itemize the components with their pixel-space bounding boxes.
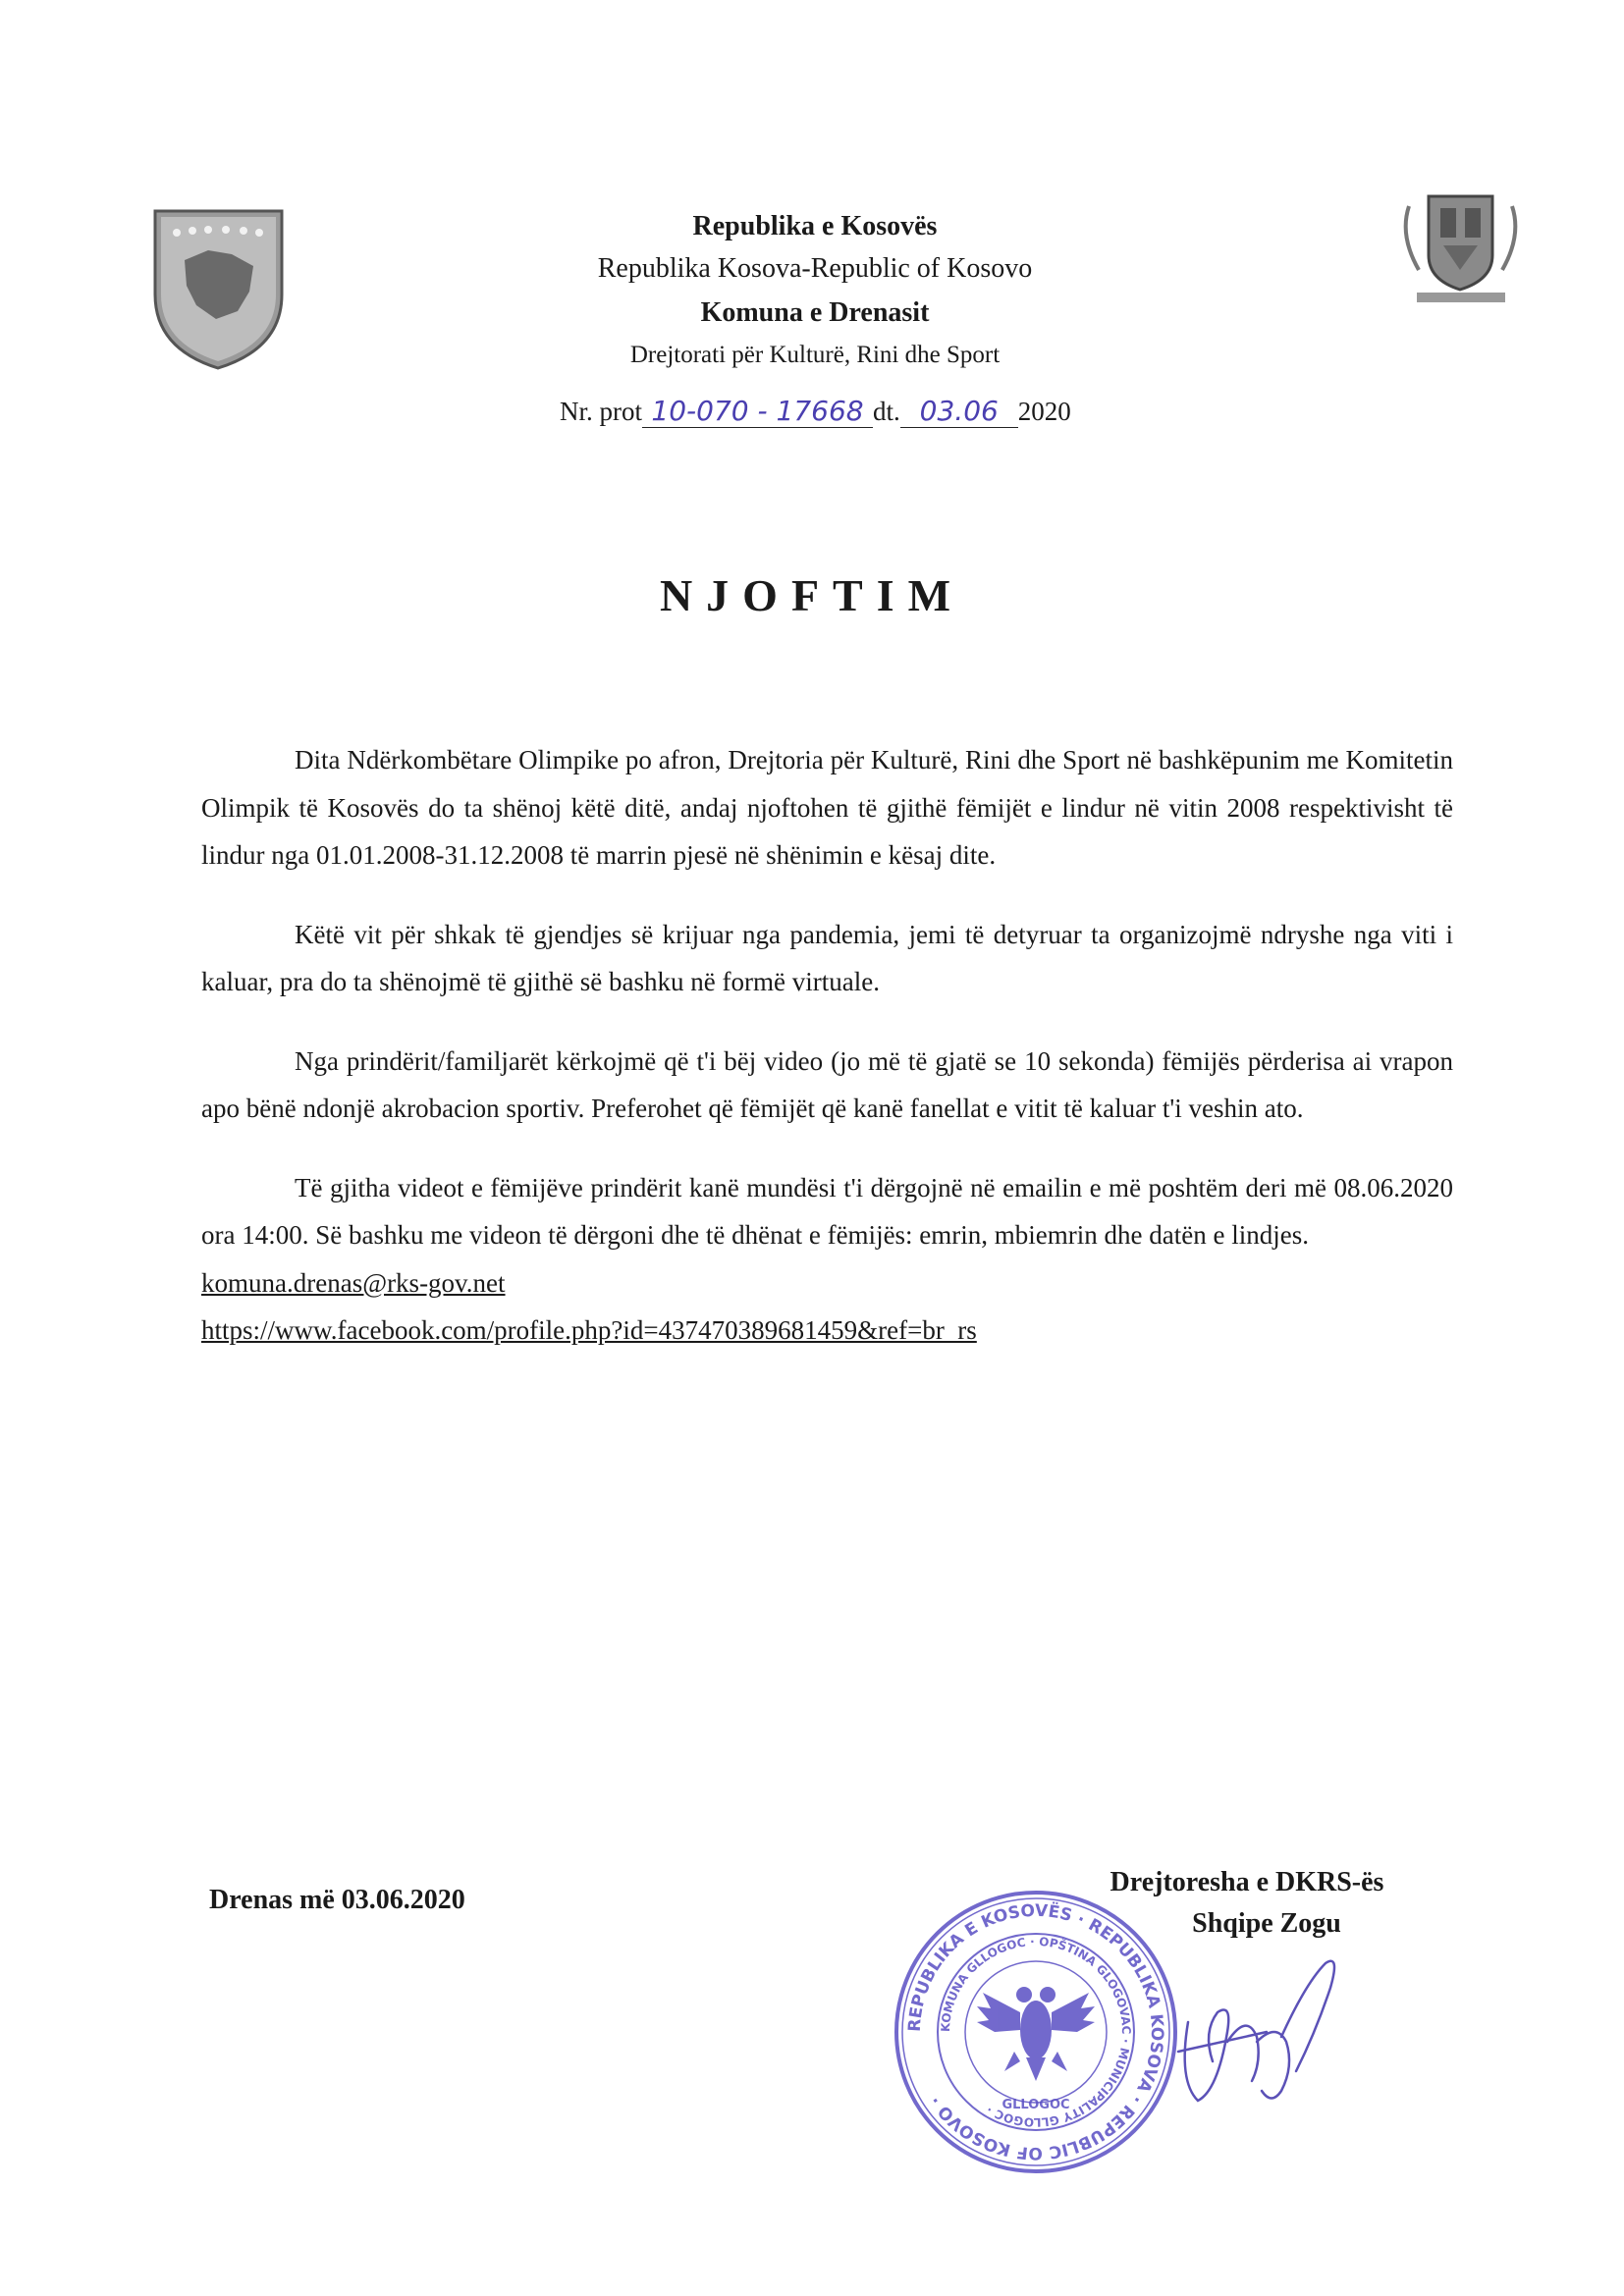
protocol-prefix: Nr. prot — [560, 397, 642, 426]
handwritten-signature-icon — [1159, 1944, 1355, 2110]
header-country-languages: Republika Kosova-Republic of Kosovo — [597, 253, 1033, 284]
stamp-ring-text: REPUBLIKA E KOSOVËS · REPUBLIKA KOSOVA · REPUBLIC OF KOSOVO · — [904, 1900, 1167, 2163]
signer-name: Shqipe Zogu — [1192, 1908, 1341, 1939]
facebook-link[interactable]: https://www.facebook.com/profile.php?id=437470389681459&ref=br_rs — [201, 1314, 977, 1345]
contact-links — [201, 1259, 1453, 1354]
municipality-crest-icon — [1389, 187, 1532, 309]
paragraph: Dita Ndërkombëtare Olimpike po afron, Drejtoria për Kulturë, Rini dhe Sport në bashkëpunim me Komitetin Olimpik të Kosovës do ta shënoj këtë ditë, andaj njoftohen të gjithë fëmijët e lindur në vitin 2008 respektivisht të lindur nga 01.01.2008-31.12.2008 të marrin pjesë në shënimin e kësaj dite. — [201, 745, 1453, 870]
paragraph: Të gjitha videot e fëmijëve prindërit kanë mundësi t'i dërgojnë në emailin e më poshtëm deri më 08.06.2020 ora 14:00. Së bashku me videon të dërgoni dhe të dhënat e fëmijës: emrin, mbiemrin dhe datën e lindjes. — [201, 1172, 1453, 1250]
kosovo-coat-of-arms-icon — [147, 201, 290, 373]
email-link[interactable]: komuna.drenas@rks-gov.net — [201, 1267, 506, 1298]
header-country: Republika e Kosovës — [692, 211, 938, 241]
protocol-number: 10-070 - 17668 — [642, 396, 873, 428]
letterhead — [393, 206, 1237, 375]
signer-title: Drejtoresha e DKRS-ës — [1110, 1867, 1384, 1897]
document-title: NJOFTIM — [659, 570, 965, 620]
stamp-center-text: GLLOGOC — [1001, 2098, 1070, 2112]
protocol-line — [560, 396, 1071, 428]
protocol-date: 03.06 — [900, 396, 1018, 428]
protocol-dt-label: dt. — [873, 397, 900, 426]
header-directorate: Drejtorati për Kulturë, Rini dhe Sport — [629, 342, 1001, 368]
signature-block — [1070, 1862, 1424, 1945]
document-body — [201, 736, 1453, 1354]
protocol-year: 2020 — [1017, 397, 1071, 426]
header-municipality: Komuna e Drenasit — [700, 297, 930, 328]
paragraph: Nga prindërit/familjarët kërkojmë që t'i bëj video (jo më të gjatë se 10 sekonda) fëmijës përderisa ai vrapon apo bënë ndonjë akrobacion sportiv. Preferohet që fëmijët që kanë fanellat e vitit të kaluar t'i veshin ato. — [201, 1045, 1453, 1123]
stamp-inner-text: KOMUNA GLLOGOC · OPŠTINA GLOGOVAC · MUNICIPALITY GLLOGOC · — [938, 1934, 1134, 2130]
place-and-date: Drenas më 03.06.2020 — [209, 1885, 465, 1915]
paragraph: Këtë vit për shkak të gjendjes së krijuar nga pandemia, jemi të detyruar ta organizojmë ndryshe nga viti i kaluar, pra do ta shënojmë të gjithë së bashku në formë virtuale. — [201, 919, 1453, 996]
